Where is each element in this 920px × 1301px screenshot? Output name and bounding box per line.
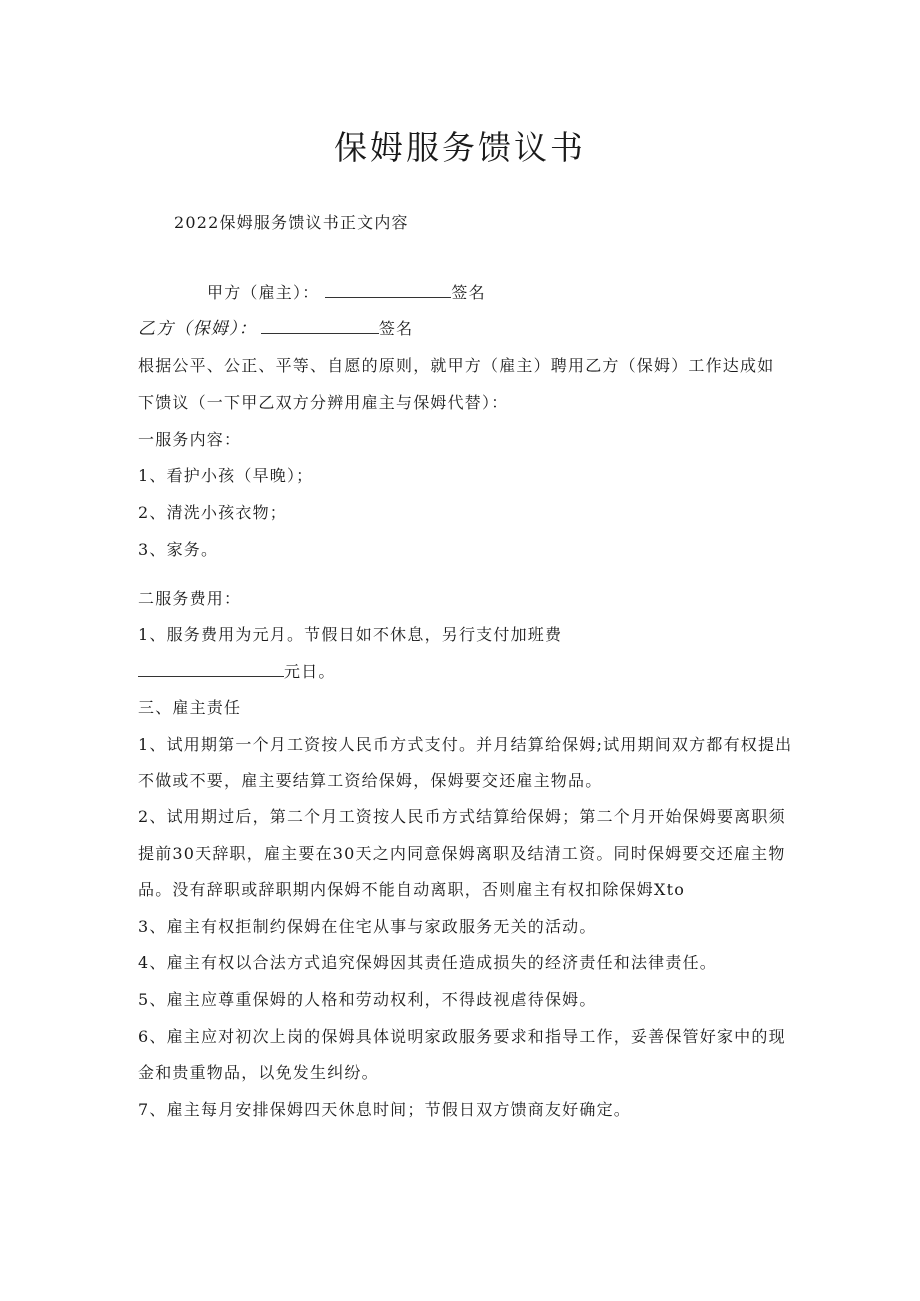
section3-item-5: 5、雇主应尊重保姆的人格和劳动权利，不得歧视虐待保姆。 xyxy=(138,990,597,1009)
section3-item-2-line-2: 提前30天辞职，雇主要在30天之内同意保姆离职及结清工资。同时保姆要交还雇主物 xyxy=(138,844,786,863)
section3-item-1-line-1: 1、试用期第一个月工资按人民币方式支付。并月结算给保姆;试用期间双方都有权提出 xyxy=(138,735,793,754)
section1-heading: 一服务内容： xyxy=(138,430,242,449)
section3-item-6-line-2: 金和贵重物品，以免发生纠纷。 xyxy=(138,1063,379,1082)
document-subtitle: 2022保姆服务馈议书正文内容 xyxy=(174,213,409,232)
overtime-fee-blank xyxy=(138,662,284,677)
section3-heading: 三、雇主责任 xyxy=(138,698,242,717)
section2-heading: 二服务费用： xyxy=(138,589,242,608)
party-b-sign: 签名 xyxy=(378,319,414,338)
party-b-blank xyxy=(261,319,379,334)
section1-item: 1、看护小孩（早晚）； xyxy=(138,466,314,485)
section1-item: 2、清洗小孩衣物； xyxy=(138,503,287,522)
party-a-sign: 签名 xyxy=(451,283,486,302)
section3-item-4: 4、雇主有权以合法方式追究保姆因其责任造成损失的经济责任和法律责任。 xyxy=(138,953,717,972)
section2-item-1-continued xyxy=(138,662,336,682)
section2-item-1: 1、服务费用为元月。节假日如不休息，另行支付加班费 xyxy=(138,625,563,644)
party-b-label: 乙方（保姆）： xyxy=(138,319,257,339)
overtime-fee-unit: 元日。 xyxy=(284,662,336,681)
section3-item-7: 7、雇主每月安排保姆四天休息时间；节假日双方馈商友好确定。 xyxy=(138,1100,631,1119)
section3-item-2-line-3: 品。没有辞职或辞职期内保姆不能自动离职，否则雇主有权扣除保姆Xto xyxy=(138,880,686,899)
party-a-line xyxy=(207,283,486,303)
party-a-blank xyxy=(325,283,451,298)
party-a-label: 甲方（雇主）： xyxy=(207,283,320,302)
document-title: 保姆服务馈议书 xyxy=(334,128,586,167)
party-b-line xyxy=(138,319,413,339)
intro-line-1: 根据公平、公正、平等、自愿的原则，就甲方（雇主）聘用乙方（保姆）工作达成如 xyxy=(138,356,775,375)
section1-item: 3、家务。 xyxy=(138,540,219,559)
section3-item-2-line-1: 2、试用期过后，第二个月工资按人民币方式结算给保姆；第二个月开始保姆要离职须 xyxy=(138,807,786,826)
section3-item-1-line-2: 不做或不要，雇主要结算工资给保姆，保姆要交还雇主物品。 xyxy=(138,771,603,790)
section3-item-6-line-1: 6、雇主应对初次上岗的保姆具体说明家政服务要求和指导工作，妥善保管好家中的现 xyxy=(138,1027,786,1046)
intro-line-2: 下馈议（一下甲乙双方分辨用雇主与保姆代替）： xyxy=(138,393,509,412)
section3-item-3: 3、雇主有权拒制约保姆在住宅从事与家政服务无关的活动。 xyxy=(138,917,597,936)
